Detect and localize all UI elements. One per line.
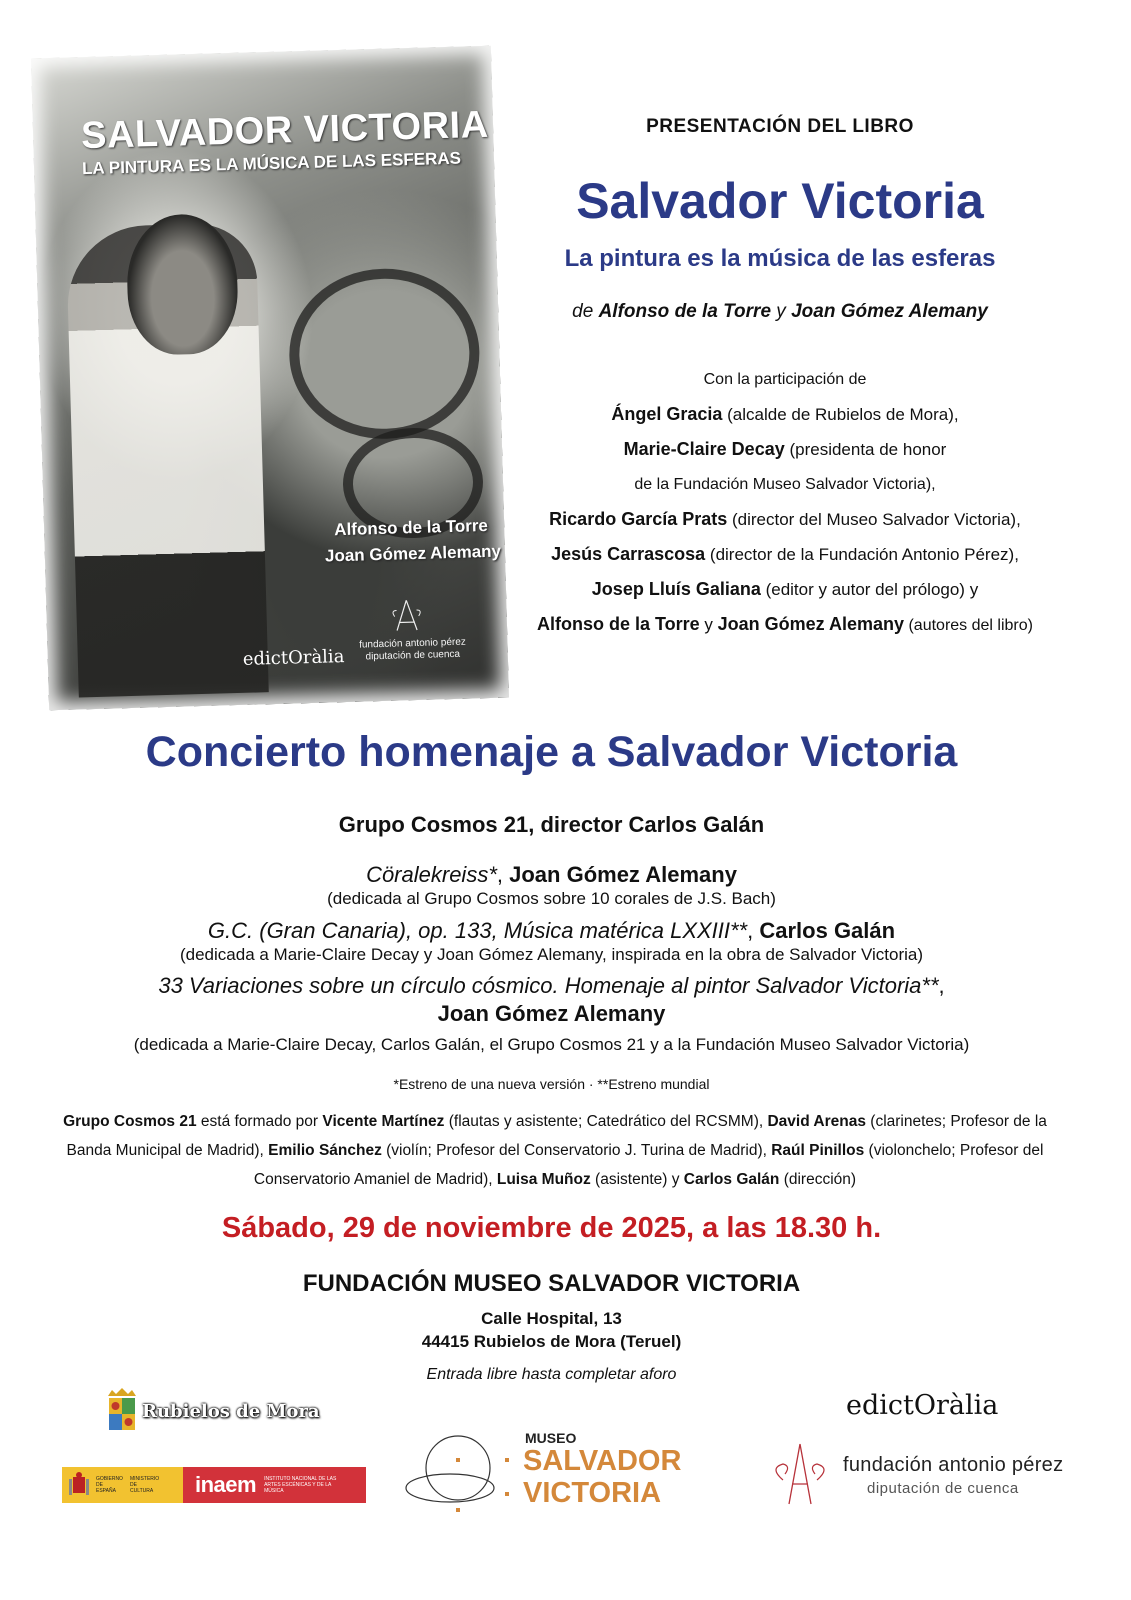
work-dedication: (dedicada a Marie-Claire Decay y Joan Gómez Alemany, inspirada en la obra de Salvador Victoria) bbox=[179, 945, 924, 964]
fap-symbol-icon bbox=[386, 598, 427, 633]
byline-joiner: y bbox=[776, 301, 786, 322]
premiere-footnote: *Estreno de una nueva versión · **Estreno mundial bbox=[393, 1076, 710, 1092]
museo-salvador-victoria-logo bbox=[405, 1428, 705, 1518]
concert-program bbox=[0, 862, 1103, 1056]
gobierno-block bbox=[62, 1467, 183, 1503]
inaem-block bbox=[183, 1467, 366, 1503]
participant-line bbox=[520, 467, 1050, 502]
museo-orbit-icon bbox=[405, 1428, 515, 1518]
book-subtitle: La pintura es la música de las esferas bbox=[564, 245, 996, 272]
participant-role: (presidenta de honor bbox=[784, 440, 947, 459]
participant-line bbox=[520, 397, 1050, 432]
spain-coat-of-arms-icon bbox=[68, 1471, 90, 1499]
member-name: Grupo Cosmos 21 bbox=[63, 1113, 197, 1130]
museo-dot bbox=[505, 1492, 509, 1496]
book-title: Salvador Victoria bbox=[576, 173, 984, 229]
rubielos-logo bbox=[106, 1388, 320, 1434]
participants-block bbox=[520, 362, 1050, 643]
member-name: Luisa Muñoz bbox=[496, 1171, 591, 1188]
rubielos-coat-of-arms-icon bbox=[106, 1388, 138, 1434]
book-cover-image bbox=[31, 46, 509, 711]
fap-line1: fundación antonio pérez bbox=[843, 1454, 1064, 1476]
painting-stroke bbox=[287, 266, 482, 441]
address-street: Calle Hospital, 13 bbox=[481, 1309, 622, 1328]
gobierno-text: GOBIERNO DE ESPAÑA bbox=[96, 1476, 123, 1494]
participant-role: (director de la Fundación Antonio Pérez), bbox=[705, 545, 1019, 564]
participant-line bbox=[520, 537, 1050, 572]
cover-title: SALVADOR VICTORIA bbox=[80, 103, 490, 158]
participant-name: Marie-Claire Decay bbox=[623, 439, 785, 459]
ensemble-members bbox=[50, 1107, 1060, 1194]
participant-role: de la Fundación Museo Salvador Victoria), bbox=[634, 476, 936, 493]
event-venue: FUNDACIÓN MUSEO SALVADOR VICTORIA bbox=[302, 1270, 801, 1297]
rubielos-wordmark: Rubielos de Mora bbox=[142, 1400, 320, 1422]
work-dedication: (dedicada al Grupo Cosmos sobre 10 corales de J.S. Bach) bbox=[327, 889, 776, 908]
member-text: (clarinetes; Profesor de la Banda Municipal de Madrid), bbox=[66, 1113, 1047, 1159]
concert-title: Concierto homenaje a Salvador Victoria bbox=[145, 728, 958, 776]
work-dedication: (dedicada a Marie-Claire Decay, Carlos Galán, el Grupo Cosmos 21 y a la Fundación Museo Salvador Victoria) bbox=[133, 1035, 970, 1054]
member-name: Vicente Martínez bbox=[322, 1113, 445, 1130]
participant-role: (director del Museo Salvador Victoria), bbox=[727, 510, 1021, 529]
member-text: (violín; Profesor del Conservatorio J. Turina de Madrid), bbox=[381, 1142, 772, 1159]
work-separator: , bbox=[496, 862, 510, 887]
participant-line bbox=[520, 572, 1050, 607]
concert-ensemble: Grupo Cosmos 21, director Carlos Galán bbox=[338, 812, 765, 837]
book-byline bbox=[520, 301, 1040, 323]
event-datetime: Sábado, 29 de noviembre de 2025, a las 18.30 h. bbox=[221, 1212, 882, 1244]
event-address bbox=[0, 1307, 1103, 1353]
cover-publisher: edictOràlia bbox=[242, 646, 345, 670]
participant-name: Jesús Carrascosa bbox=[551, 544, 706, 564]
work-title: 33 Variaciones sobre un círculo cósmico. Homenaje al pintor Salvador Victoria** bbox=[158, 973, 939, 998]
ministerio-text: MINISTERIO DE CULTURA bbox=[130, 1476, 160, 1494]
cover-author-2: Joan Gómez Alemany bbox=[324, 541, 502, 566]
participant-line bbox=[520, 502, 1050, 537]
work-separator: , bbox=[747, 918, 760, 943]
member-text: (dirección) bbox=[779, 1171, 857, 1188]
work-line bbox=[0, 862, 1103, 888]
museo-line2: VICTORIA bbox=[523, 1477, 662, 1509]
member-text: (violonchelo; Profesor del Conservatorio Amaniel de Madrid), bbox=[253, 1142, 1044, 1188]
fap-symbol-icon bbox=[765, 1440, 835, 1508]
byline-author-1: Alfonso de la Torre bbox=[598, 301, 772, 322]
work-title: Cöralekreiss* bbox=[366, 862, 497, 887]
participant-name: Ángel Gracia bbox=[611, 404, 723, 424]
work-line bbox=[0, 972, 1103, 1000]
member-text: está formado por bbox=[196, 1113, 323, 1130]
member-text: (flautas y asistente; Catedrático del RCSMM), bbox=[444, 1113, 768, 1130]
participant-name: Josep Lluís Galiana bbox=[591, 579, 761, 599]
cover-foundation-line2: diputación de cuenca bbox=[365, 648, 461, 663]
participant-line bbox=[520, 432, 1050, 467]
participant-joiner: y bbox=[699, 615, 718, 634]
participant-name: Joan Gómez Alemany bbox=[717, 614, 905, 634]
participant-name: Alfonso de la Torre bbox=[537, 614, 700, 634]
museo-wordmark bbox=[523, 1445, 681, 1509]
work-composer: Joan Gómez Alemany bbox=[509, 862, 737, 887]
inaem-ministerio-logo bbox=[62, 1467, 366, 1503]
member-text: (asistente) y bbox=[590, 1171, 684, 1188]
member-name: Emilio Sánchez bbox=[268, 1142, 382, 1159]
work-composer: Joan Gómez Alemany bbox=[437, 1001, 666, 1026]
inaem-wordmark: inaem bbox=[195, 1472, 257, 1497]
edictoralia-logo: edictOràlia bbox=[846, 1390, 999, 1421]
participant-line bbox=[520, 607, 1050, 643]
participant-role: (autores del libro) bbox=[904, 617, 1033, 634]
work-composer: Carlos Galán bbox=[759, 918, 896, 943]
inaem-fullname: INSTITUTO NACIONAL DE LAS ARTES ESCÉNICAS Y DE LA MÚSICA bbox=[264, 1476, 337, 1494]
museo-line1: SALVADOR bbox=[523, 1445, 682, 1477]
member-name: Raúl Pinillos bbox=[771, 1142, 865, 1159]
cover-subtitle: LA PINTURA ES LA MÚSICA DE LAS ESFERAS bbox=[81, 148, 462, 179]
presentation-kicker: PRESENTACIÓN DEL LIBRO bbox=[646, 116, 914, 137]
work-line bbox=[0, 918, 1103, 944]
byline-prefix: de bbox=[572, 301, 594, 322]
cover-foundation-line1: fundación antonio pérez bbox=[358, 636, 466, 651]
museo-dot bbox=[505, 1458, 509, 1462]
museo-label: MUSEO bbox=[525, 1430, 577, 1446]
address-city: 44415 Rubielos de Mora (Teruel) bbox=[421, 1332, 682, 1351]
participant-role: (alcalde de Rubielos de Mora), bbox=[722, 405, 959, 424]
work-separator: , bbox=[938, 973, 945, 998]
fundacion-antonio-perez-logo bbox=[765, 1440, 1064, 1510]
cover-foundation bbox=[347, 636, 478, 664]
member-name: Carlos Galán bbox=[683, 1171, 780, 1188]
member-name: David Arenas bbox=[767, 1113, 866, 1130]
event-admission: Entrada libre hasta completar aforo bbox=[426, 1366, 677, 1383]
work-title: G.C. (Gran Canaria), op. 133, Música matérica LXXIII** bbox=[207, 918, 748, 943]
participant-role: (editor y autor del prólogo) y bbox=[760, 580, 979, 599]
cover-author-1: Alfonso de la Torre bbox=[333, 515, 489, 540]
byline-author-2: Joan Gómez Alemany bbox=[791, 301, 988, 322]
participation-intro: Con la participación de bbox=[703, 371, 867, 388]
participant-name: Ricardo García Prats bbox=[549, 509, 728, 529]
fap-line2: diputación de cuenca bbox=[867, 1480, 1019, 1497]
